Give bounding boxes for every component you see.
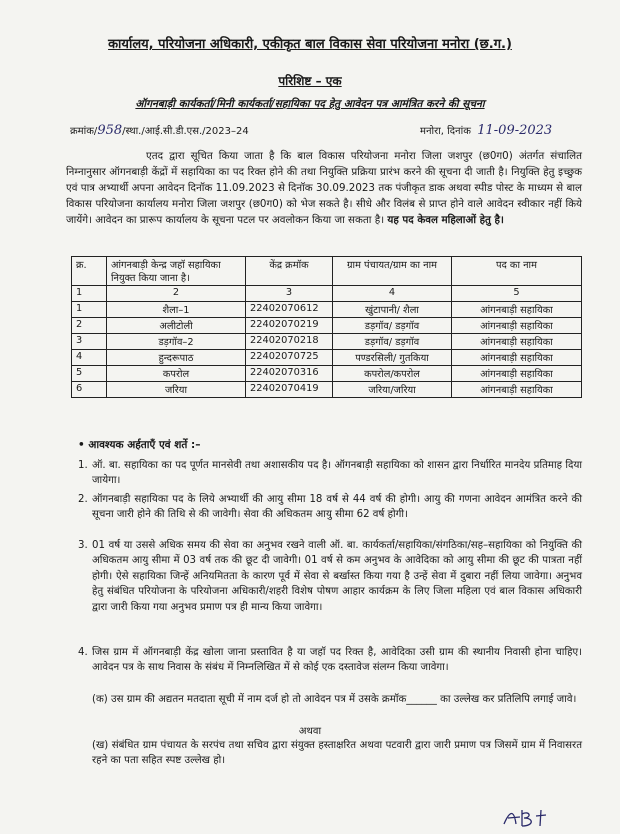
- table-row: [72, 334, 582, 350]
- condition-item-2: [78, 492, 582, 523]
- table-cell: डड़गॉव/ डड़गॉव: [333, 334, 452, 350]
- condition-sub-b: (ख) संबंधित ग्राम पंचायत के सरपंच तथा सचिव द्वारा संयुक्त हस्ताक्षरित अथवा पटवारी द्वारा जारी प्रमाण पत्र जिसमें ग्राम में निवासरत रहने का पता सहित स्पष्ट उल्लेख हो।: [92, 740, 582, 767]
- condition-text: 01 वर्ष या उससे अधिक समय की सेवा का अनुभव रखने वाली ऑ. बा. कार्यकर्ता/सहायिका/संगठिका/सह–सहायिका को नियुक्ति की अधिकतम आयु सीमा में 03 वर्ष तक की छूट दी जावेगी। 01 वर्ष से कम अनुभव के आवेदिका को आयु सीमा की छूट की पात्रता नहीं होगी। ऐसे सहायिका जिन्हें अनियमितता के कारण पूर्व में सेवा से बर्खास्त किया गया है उन्हें सेवा में दुबारा नहीं लिया जावेगा। अनुभव हेतु संबंधित परियोजना के परियोजना अधिकारी/शहरी विशेष पोषण आहार कार्यक्रम के लिए जिला महिला एवं बाल विकास अधिकारी द्वारा जारी किया गया अनुभव प्रमाण पत्र ही मान्य किया जावेगा।: [92, 540, 582, 613]
- table-row: [72, 350, 582, 366]
- table-row: [72, 302, 582, 318]
- table-cell: 22402070725: [246, 350, 333, 366]
- reference-number: [70, 123, 249, 138]
- place-date-label: मनोरा, दिनांक: [420, 126, 471, 137]
- table-cell: 6: [72, 382, 107, 398]
- condition-number: 1.: [78, 460, 88, 471]
- col-header-post: पद का नाम: [452, 257, 582, 286]
- condition-text: ऑगनबाड़ी सहायिका पद के लिये अभ्यार्थी की आयु सीमा 18 वर्ष से 44 वर्ष की होगी। आयु की गणना आवेदन आमंत्रित करने की सूचना जारी होने की तिथि से की जावेगी। सेवा की अधिकतम आयु सीमा 62 वर्ष होगी।: [92, 494, 582, 521]
- table-cell: आंगनबाड़ी सहायिका: [452, 302, 582, 318]
- table-cell: 22402070612: [246, 302, 333, 318]
- table-cell: 2: [107, 286, 246, 302]
- table-cell: हुन्दरूपाठ: [107, 350, 246, 366]
- col-header-sno: क्र.: [72, 257, 107, 286]
- ref-number-handwritten: 958: [97, 123, 123, 138]
- intro-paragraph: [66, 148, 582, 228]
- signature: [500, 806, 550, 830]
- annexure-title: परिशिष्ट – एक: [278, 74, 342, 88]
- conditions-title: • आवश्यक अर्हताएँ एवं शर्ते :–: [78, 439, 201, 451]
- or-separator: अथवा: [298, 726, 322, 737]
- table-cell: 2: [72, 318, 107, 334]
- condition-number: 4.: [78, 647, 88, 658]
- table-index-row: [72, 286, 582, 302]
- table-cell: 22402070316: [246, 366, 333, 382]
- table-cell: कपरोल/कपरोल: [333, 366, 452, 382]
- table-cell: आंगनबाड़ी सहायिका: [452, 334, 582, 350]
- place-date: [420, 123, 552, 138]
- condition-item-4: [78, 645, 582, 676]
- table-cell: खुंटापानी/ शैला: [333, 302, 452, 318]
- table-header-row: [72, 257, 582, 286]
- table-cell: 3: [246, 286, 333, 302]
- table-cell: 1: [72, 302, 107, 318]
- table-cell: आंगनबाड़ी सहायिका: [452, 350, 582, 366]
- vacancy-table: [71, 256, 582, 398]
- condition-item-3: [78, 538, 582, 615]
- women-only-note: यह पद केवल महिलाओं हेतु है।: [387, 214, 504, 226]
- table-cell: 4: [333, 286, 452, 302]
- condition-number: 3.: [78, 540, 88, 551]
- table-cell: शैला–1: [107, 302, 246, 318]
- table-cell: पण्डरसिली/ गुतकिया: [333, 350, 452, 366]
- ref-suffix: /स्था./आई.सी.डी.एस./2023–24: [122, 126, 249, 137]
- table-cell: 22402070219: [246, 318, 333, 334]
- table-cell: आंगनबाड़ी सहायिका: [452, 382, 582, 398]
- ref-prefix: क्रमांक/: [70, 126, 98, 137]
- table-cell: 22402070419: [246, 382, 333, 398]
- table-cell: 3: [72, 334, 107, 350]
- table-row: [72, 382, 582, 398]
- col-header-centre: आंगनबाड़ी केन्द्र जहॉ सहायिका नियुक्त किया जाना है।: [107, 257, 246, 286]
- table-cell: जरिया: [107, 382, 246, 398]
- table-cell: 22402070218: [246, 334, 333, 350]
- office-heading: कार्यालय, परियोजना अधिकारी, एकीकृत बाल विकास सेवा परियोजना मनोरा (छ.ग.): [108, 37, 512, 52]
- table-cell: 5: [452, 286, 582, 302]
- condition-text: ऑ. बा. सहायिका का पद पूर्णत मानसेवी तथा अशासकीय पद है। ऑगनबाड़ी सहायिका को शासन द्वारा निर्धारित मानदेय प्रतिमाह दिया जायेगा।: [92, 460, 582, 487]
- table-row: [72, 318, 582, 334]
- col-header-code: केंद्र क्रमॉक: [246, 257, 333, 286]
- col-header-village: ग्राम पंचायत/ग्राम का नाम: [333, 257, 452, 286]
- date-handwritten: 11-09-2023: [477, 123, 553, 138]
- table-cell: आंगनबाड़ी सहायिका: [452, 366, 582, 382]
- table-cell: डड़गॉव/ डड़गॉव: [333, 318, 452, 334]
- table-cell: आंगनबाड़ी सहायिका: [452, 318, 582, 334]
- condition-item-1: [78, 458, 582, 489]
- table-cell: अलीटोली: [107, 318, 246, 334]
- table-cell: 1: [72, 286, 107, 302]
- condition-number: 2.: [78, 494, 88, 505]
- table-row: [72, 366, 582, 382]
- table-cell: कपरोल: [107, 366, 246, 382]
- condition-text: जिस ग्राम में ऑगनबाड़ी केंद्र खोला जाना प्रस्तावित है या जहॉ पद रिक्त है, आवेदिका उसी ग्राम की स्थानीय निवासी होना चाहिए। आवेदन पत्र के साथ निवास के संबंध में निम्नलिखित में से कोई एक दस्तावेज संलग्न किया जावेगा।: [92, 647, 582, 674]
- condition-sub-a: (क) उस ग्राम की अद्यतन मतदाता सूची में नाम दर्ज हो तो आवेदन पत्र में उसके क्रमॉक______ का उल्लेख कर प्रतिलिपि लगाई जावे।: [92, 694, 577, 705]
- intro-text: एतद द्वारा सूचित किया जाता है कि बाल विकास परियोजना मनोरा जिला जशपुर (छ0ग0) अंतर्गत संचालित निम्नानुसार ऑगनबाड़ी केंद्रों में सहायिका का पद रिक्त होने की तथा नियुक्ति प्रक्रिया प्रारंभ करने की सूचना दी जाती है। नियुक्ति हेतु इच्छुक एवं पात्र अभ्यार्थी अपना आवेदन दिनॉक 11.09.2023 से दिनॉक 30.09.2023 तक पंजीकृत डाक अथवा स्पीड पोस्ट के माध्यम से बाल विकास परियोजना कार्यालय मनोरा जिला जशपुर (छ0ग0) को भेज सकते है। सीधे और विलंब से प्राप्त होने वाले आवेदन स्वीकार नहीं किये जायेंगे। आवेदन का प्रारूप कार्यालय के सूचना पटल पर अवलोकन किया जा सकता है।: [66, 150, 582, 226]
- notice-subject: ऑगनबाड़ी कार्यकर्ता/मिनी कार्यकर्ता/सहायिका पद हेतु आवेदन पत्र आमंत्रित करने की सूचना: [135, 98, 485, 110]
- table-cell: 5: [72, 366, 107, 382]
- table-cell: 4: [72, 350, 107, 366]
- table-cell: डड़गॉव–2: [107, 334, 246, 350]
- table-cell: जरिया/जरिया: [333, 382, 452, 398]
